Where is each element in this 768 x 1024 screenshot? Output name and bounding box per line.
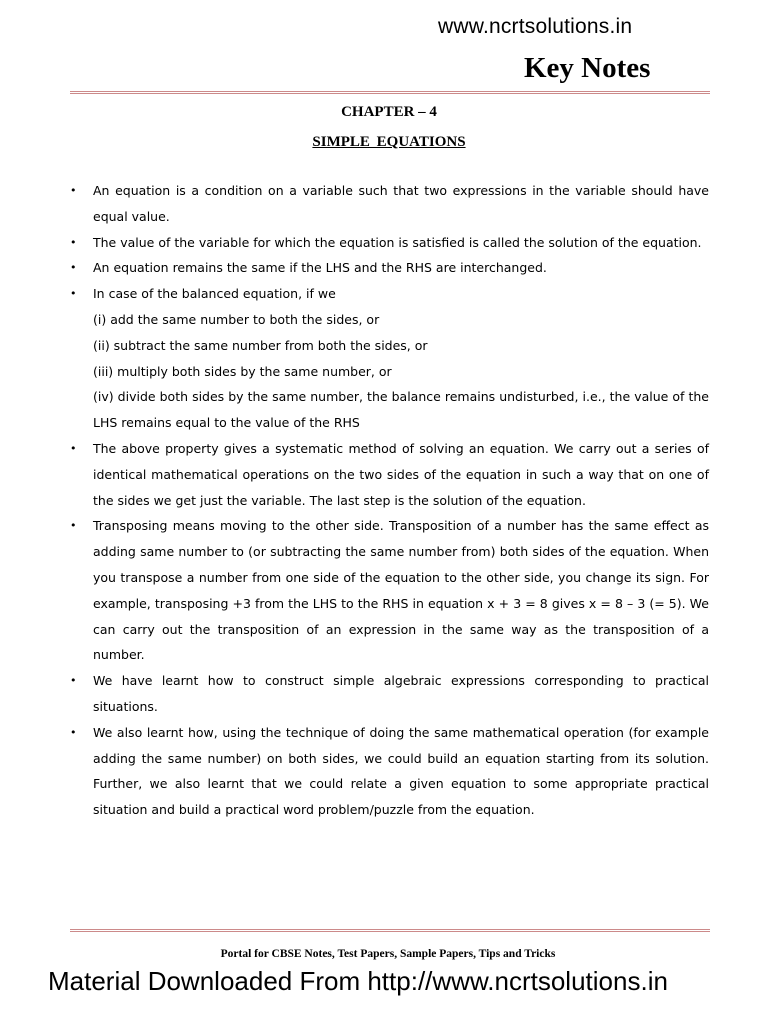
list-item (65, 230, 709, 256)
header-rule (70, 91, 710, 94)
note-text: We also learnt how, using the technique of doing the same mathematical operation (for example adding the same number) on both sides, we could build an equation starting from its solution. Further, we also learnt that we could relate a given equation to some appropriate practical situation and build a practical word problem/puzzle from the equation. (93, 724, 709, 818)
note-text: The value of the variable for which the equation is satisfied is called the solution of the equation. (93, 234, 702, 250)
key-notes-title: Key Notes (524, 52, 651, 84)
list-item (65, 178, 709, 230)
footer-portal-text: Portal for CBSE Notes, Test Papers, Sample Papers, Tips and Tricks (220, 948, 556, 960)
list-item (65, 281, 709, 436)
chapter-heading: CHAPTER – 4 (341, 104, 437, 120)
subject-heading: SIMPLE EQUATIONS (312, 134, 466, 150)
note-text: In case of the balanced equation, if we (93, 286, 336, 302)
bullet-icon: • (70, 287, 77, 301)
list-item (65, 255, 709, 281)
footer-rule (70, 929, 710, 932)
note-text: Transposing means moving to the other side. Transposition of a number has the same effect as adding same number to (or subtracting the same number from) both sides of the equation. When you transpose a number from one side of the equation to the other side, you change its sign. For example, transposing +3 from the LHS to the RHS in equation x + 3 = 8 gives x = 8 – 3 (= 5). We can carry out the transposition of an expression in the same way as the transposition of a number. (93, 518, 709, 663)
bullet-icon: • (70, 184, 77, 197)
bullet-icon: • (70, 674, 77, 688)
site-url: www.ncrtsolutions.in (438, 15, 633, 38)
balanced-step: (iii) multiply both sides by the same number, or (93, 363, 392, 379)
list-item (65, 720, 709, 823)
note-text: The above property gives a systematic method of solving an equation. We carry out a series of identical mathematical operations on the two sides of the equation in such a way that on one of the sides we get just the variable. The last step is the solution of the equation. (93, 440, 709, 508)
balanced-step: (ii) subtract the same number from both the sides, or (93, 337, 428, 353)
list-item (65, 668, 709, 720)
list-item (65, 436, 709, 513)
note-text: We have learnt how to construct simple algebraic expressions corresponding to practical situations. (93, 673, 709, 714)
bullet-icon: • (70, 519, 77, 533)
note-text: An equation is a condition on a variable such that two expressions in the variable should have equal value. (93, 183, 709, 224)
bullet-icon: • (70, 441, 77, 455)
bullet-icon: • (70, 261, 77, 275)
key-notes-list (65, 178, 709, 823)
list-item (65, 513, 709, 668)
balanced-step: (i) add the same number to both the sides, or (93, 311, 380, 327)
bullet-icon: • (70, 235, 77, 249)
bullet-icon: • (70, 725, 77, 739)
balanced-step: (iv) divide both sides by the same number, the balance remains undisturbed, i.e., the value of the LHS remains equal to the value of the RHS (93, 389, 709, 431)
footer-download-text: Material Downloaded From http://www.ncrtsolutions.in (48, 966, 668, 996)
note-text: An equation remains the same if the LHS and the RHS are interchanged. (93, 260, 547, 276)
